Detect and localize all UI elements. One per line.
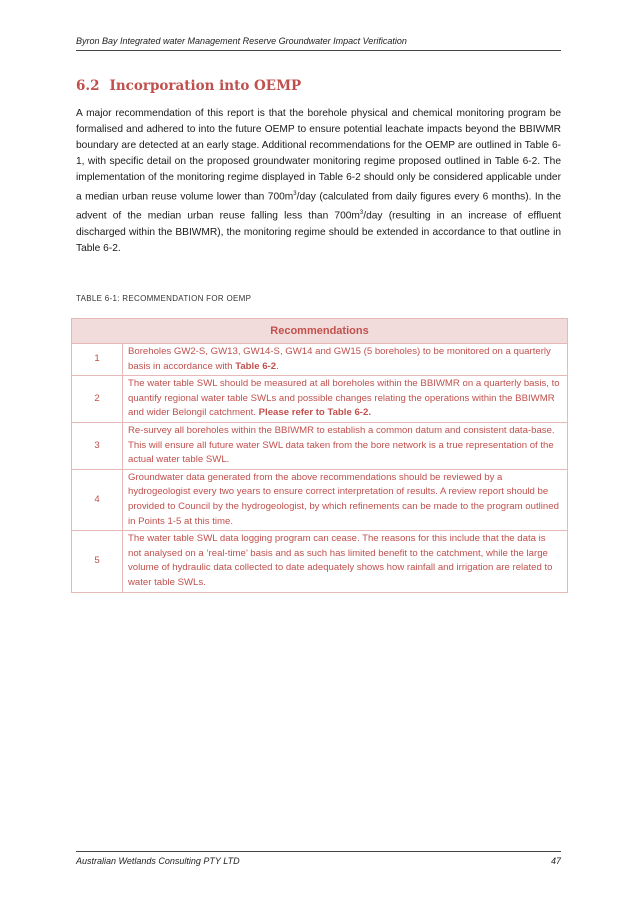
table-caption: TABLE 6-1: RECOMMENDATION FOR OEMP: [76, 294, 252, 303]
row-text-body: Boreholes GW2-S, GW13, GW14-S, GW14 and GW15 (5 boreholes) to be monitored on a quarterly basis in accordance with: [128, 346, 551, 372]
row-text-bold: Please refer to Table 6-2.: [258, 407, 371, 419]
body-text-c: /day (resulting in an increase of effluent discharged within the BBIWMR), the monitoring regime should be extended in accordance to that outline in Table 6-2.: [76, 210, 562, 254]
row-text-body: Re-survey all boreholes within the BBIWMR to establish a common datum and consistent data-base. This will ensure all future water SWL data taken from the bore network is a true representation of the actual water table SWL.: [128, 424, 555, 466]
body-text-b: /day (calculated from daily figures every 6 months). In the advent of the median urban reuse falling less than 700m: [76, 191, 561, 222]
table-header: Recommendations: [72, 319, 568, 344]
row-text: [123, 422, 568, 469]
row-number: 3: [72, 422, 123, 469]
table-row: [72, 469, 568, 530]
table-row: [72, 376, 568, 423]
superscript-1: 3: [293, 191, 297, 197]
body-text-a: A major recommendation of this report is that the borehole physical and chemical monitoring program be formalised and adhered to into the future OEMP to ensure potential leachate impacts beyond the BBIWMR boundary are detected at an early stage. Additional recommendations for the OEMP are outlined in Table 6-1, with specific detail on the proposed groundwater monitoring regime proposed outlined in Table 6-2. The implementation of the monitoring regime displayed in Table 6-2 should only be considered applicable under a median urban reuse volume lower than 700m: [76, 108, 561, 203]
recommendations-table: [71, 318, 568, 593]
row-number: 4: [72, 469, 123, 530]
section-number: 6.2: [76, 78, 100, 94]
table-row: [72, 422, 568, 469]
section-heading: [76, 78, 301, 94]
row-text-bold: Table 6-2: [235, 360, 277, 372]
running-header: Byron Bay Integrated water Management Reserve Groundwater Impact Verification: [76, 36, 407, 46]
row-text-tail: .: [276, 360, 279, 372]
row-text-body: Groundwater data generated from the above recommendations should be reviewed by a hydrogeologist every two years to ensure correct interpretation of results. A review report should be provided to Council by the hydrogeologist, by which refinements can be made to the program outlined in Points 1-5 at this time.: [128, 471, 559, 527]
row-number: 1: [72, 344, 123, 376]
row-text: [123, 531, 568, 592]
section-title-text: Incorporation into OEMP: [109, 78, 302, 94]
row-text-body: The water table SWL should be measured at all boreholes within the BBIWMR on a quarterly basis, to quantify regional water table SWLs and possible changes relating the operations within the BBIWMR and wider Belongil catchment.: [128, 378, 560, 419]
table-row: [72, 531, 568, 592]
header-divider: [76, 50, 561, 51]
row-number: 2: [72, 376, 123, 423]
row-number: 5: [72, 531, 123, 592]
row-text-body: The water table SWL data logging program can cease. The reasons for this include that the data is not analysed on a ‘real-time’ basis and as such has limited benefit to the catchment, while the large volume of hydraulic data collected to date adequately shows how rainfall and irrigation are related to water table SWLs.: [128, 533, 553, 588]
superscript-2: 3: [359, 210, 364, 217]
row-text: [123, 376, 568, 423]
footer-divider: [76, 851, 561, 852]
row-text: [123, 469, 568, 530]
body-paragraph: [76, 106, 561, 257]
page-number: 47: [550, 856, 561, 866]
table-row: [72, 344, 568, 376]
row-text: [123, 344, 568, 376]
footer-company: Australian Wetlands Consulting PTY LTD: [76, 856, 240, 866]
